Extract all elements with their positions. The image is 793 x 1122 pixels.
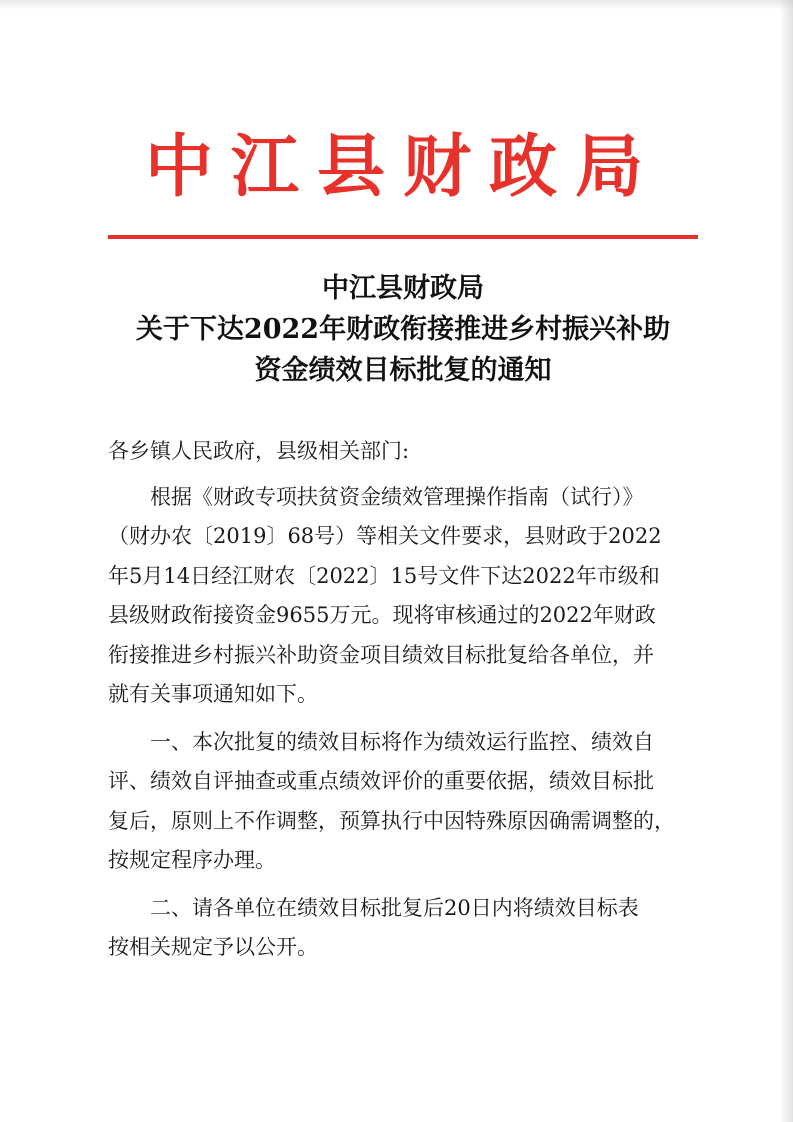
paragraph-1-line: 根据《财政专项扶贫资金绩效管理操作指南（试行）》 [150, 484, 644, 509]
paragraph-2-line: 评、绩效自评抽查或重点绩效评价的重要依据，绩效目标批 [108, 769, 654, 793]
paragraph-1-line: （财办农〔2019〕68号）等相关文件要求，县财政于2022 [108, 524, 662, 548]
paragraph-1-line: 衔接推进乡村振兴补助资金项目绩效目标批复给各单位，并 [108, 642, 654, 667]
title-line-3: 资金绩效目标批复的通知 [254, 355, 552, 386]
paragraph-2-line: 复后，原则上不作调整，预算执行中因特殊原因确需调整的， [108, 808, 675, 833]
letterhead-red-rule [108, 235, 698, 239]
title-line-2: 关于下达2022年财政衔接推进乡村振兴补助 [135, 314, 671, 345]
salutation: 各乡镇人民政府，县级相关部门: [108, 439, 410, 463]
document-title [100, 268, 706, 391]
paragraph-1-line: 年5月14日经江财农〔2022〕15号文件下达2022年市级和 [108, 563, 660, 588]
paragraph-1-line: 就有关事项通知如下。 [108, 682, 318, 706]
title-line-1: 中江县财政局 [322, 273, 484, 304]
letterhead-issuer: 中江县财政局 [144, 128, 661, 207]
paragraph-2-line: 一、本次批复的绩效目标将作为绩效运行监控、绩效自 [150, 729, 654, 754]
scan-edge-top [0, 0, 793, 10]
paragraph-3-line: 按相关规定予以公开。 [108, 935, 318, 959]
paragraph-2-line: 按规定程序办理。 [108, 848, 276, 872]
paragraph-3-line: 二、请各单位在绩效目标批复后20日内将绩效目标表 [150, 895, 639, 920]
scan-edge-right [779, 0, 793, 1122]
paragraph-1-line: 县级财政衔接资金9655万元。现将审核通过的2022年财政 [108, 603, 656, 627]
document-body [108, 432, 674, 968]
